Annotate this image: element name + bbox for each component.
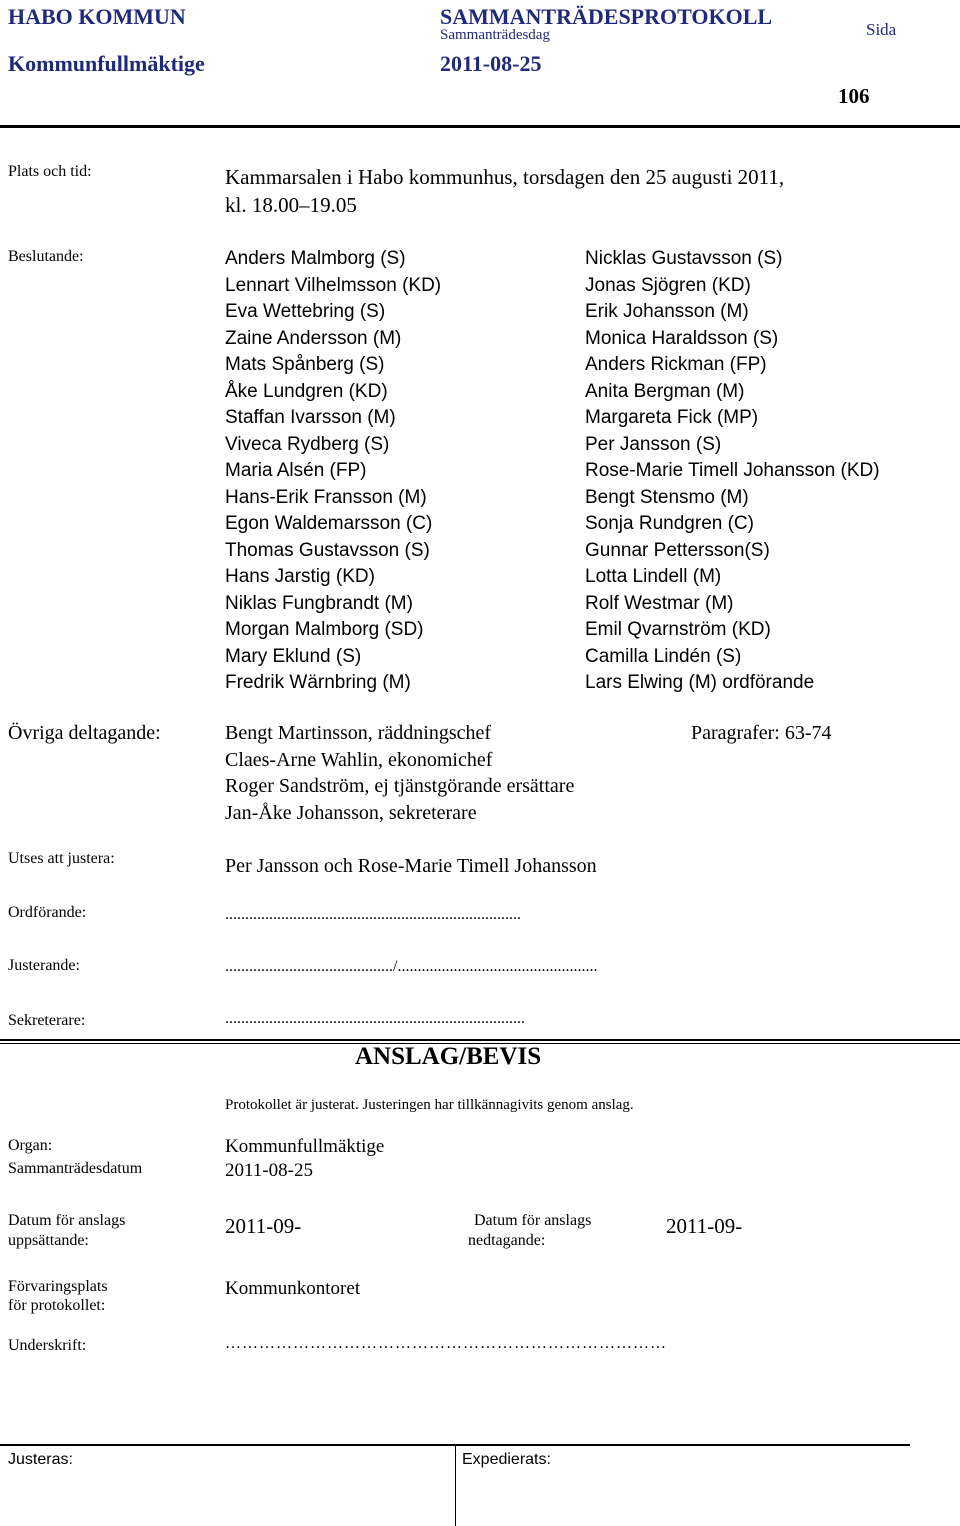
underskrift-label: Underskrift: <box>8 1337 87 1354</box>
member-name: Rose-Marie Timell Johansson (KD) <box>585 460 880 481</box>
page-label: Sida <box>866 20 897 39</box>
ordforande-label: Ordförande: <box>8 904 87 921</box>
sekreterare-label: Sekreterare: <box>8 1012 86 1029</box>
member-name: Maria Alsén (FP) <box>225 460 367 481</box>
sammantradesdatum-label: Sammanträdesdatum <box>8 1160 143 1177</box>
nedtagande-label-2: nedtagande: <box>468 1232 546 1249</box>
forvaring-value: Kommunkontoret <box>225 1278 361 1299</box>
ovriga-person: Jan-Åke Johansson, sekreterare <box>225 802 477 824</box>
nedtagande-label-1: Datum för anslags <box>474 1212 592 1229</box>
underskrift-line: …………………………………………………………………… <box>225 1335 667 1352</box>
sammantradesdatum-value: 2011-08-25 <box>225 1160 313 1181</box>
footer-divider <box>455 1444 456 1526</box>
paragrafer: Paragrafer: 63-74 <box>691 722 832 744</box>
forvaring-label-2: för protokollet: <box>8 1297 106 1314</box>
member-name: Camilla Lindén (S) <box>585 645 742 667</box>
nedtagande-value: 2011-09- <box>666 1214 743 1238</box>
member-name: Rolf Westmar (M) <box>585 592 734 614</box>
member-name: Anders Malmborg (S) <box>225 248 406 269</box>
member-name: Emil Qvarnström (KD) <box>585 619 771 640</box>
member-name: Viveca Rydberg (S) <box>225 433 390 455</box>
beslutande-left-column <box>225 246 441 697</box>
anslag-note: Protokollet är justerat. Justeringen har tillkännagivits genom anslag. <box>225 1097 634 1113</box>
meeting-date: 2011-08-25 <box>440 51 542 76</box>
member-name: Fredrik Wärnbring (M) <box>225 672 411 693</box>
justerande-line: ........................................../.................................................. <box>225 958 598 975</box>
member-name: Jonas Sjögren (KD) <box>585 274 751 296</box>
member-name: Hans-Erik Fransson (M) <box>225 486 427 508</box>
member-name: Lotta Lindell (M) <box>585 566 722 587</box>
justeras-label: Justeras: <box>8 1451 73 1468</box>
justerande-label: Justerande: <box>8 957 80 974</box>
org-name: HABO KOMMUN <box>8 4 186 29</box>
meeting-date-label: Sammanträdesdag <box>440 27 550 43</box>
uppsattande-label-2: uppsättande: <box>8 1232 89 1249</box>
member-name: Eva Wettebring (S) <box>225 301 386 322</box>
member-name: Niklas Fungbrandt (M) <box>225 592 413 614</box>
header-rule <box>0 125 960 128</box>
page-number: 106 <box>838 84 870 108</box>
organ-label: Organ: <box>8 1137 53 1154</box>
anslag-title: ANSLAG/BEVIS <box>355 1043 542 1070</box>
justera-value: Per Jansson och Rose-Marie Timell Johansson <box>225 855 597 877</box>
sekreterare-line: ........................................................................... <box>225 1010 525 1027</box>
member-name: Åke Lundgren (KD) <box>225 380 388 402</box>
member-name: Lennart Vilhelmsson (KD) <box>225 274 442 296</box>
member-name: Anders Rickman (FP) <box>585 354 767 375</box>
beslutande-label: Beslutande: <box>8 248 84 265</box>
member-name: Margareta Fick (MP) <box>585 407 759 428</box>
ovriga-person: Bengt Martinsson, räddningschef <box>225 722 492 744</box>
member-name: Morgan Malmborg (SD) <box>225 619 424 640</box>
beslutande-right-column <box>585 246 880 697</box>
plats-label: Plats och tid: <box>8 163 92 180</box>
member-name: Gunnar Pettersson(S) <box>585 539 770 561</box>
organ-value: Kommunfullmäktige <box>225 1136 385 1157</box>
body-name: Kommunfullmäktige <box>8 51 205 76</box>
ordforande-line: .......................................................................... <box>225 906 521 923</box>
member-name: Staffan Ivarsson (M) <box>225 407 396 428</box>
member-name: Mats Spånberg (S) <box>225 354 385 375</box>
member-name: Lars Elwing (M) ordförande <box>585 672 815 693</box>
member-name: Hans Jarstig (KD) <box>225 566 375 587</box>
ovriga-person: Roger Sandström, ej tjänstgörande ersättare <box>225 775 575 797</box>
forvaring-label-1: Förvaringsplats <box>8 1278 108 1295</box>
plats-line-2: kl. 18.00–19.05 <box>225 193 357 217</box>
member-name: Nicklas Gustavsson (S) <box>585 248 783 269</box>
member-name: Monica Haraldsson (S) <box>585 327 779 349</box>
member-name: Thomas Gustavsson (S) <box>225 539 430 561</box>
member-name: Mary Eklund (S) <box>225 645 362 667</box>
anslag-rule-top <box>0 1039 960 1041</box>
uppsattande-value: 2011-09- <box>225 1214 302 1238</box>
doc-type: SAMMANTRÄDESPROTOKOLL <box>440 4 773 29</box>
member-name: Bengt Stensmo (M) <box>585 486 749 508</box>
member-name: Egon Waldemarsson (C) <box>225 513 433 534</box>
member-name: Per Jansson (S) <box>585 433 722 455</box>
member-name: Sonja Rundgren (C) <box>585 513 754 534</box>
expedierats-label: Expedierats: <box>462 1451 551 1468</box>
ovriga-person: Claes-Arne Wahlin, ekonomichef <box>225 749 493 771</box>
uppsattande-label-1: Datum för anslags <box>8 1212 126 1229</box>
member-name: Erik Johansson (M) <box>585 301 749 322</box>
member-name: Zaine Andersson (M) <box>225 327 402 349</box>
justera-label: Utses att justera: <box>8 850 115 867</box>
member-name: Anita Bergman (M) <box>585 380 745 402</box>
plats-line-1: Kammarsalen i Habo kommunhus, torsdagen den 25 augusti 2011, <box>225 165 785 189</box>
ovriga-label: Övriga deltagande: <box>8 722 161 744</box>
